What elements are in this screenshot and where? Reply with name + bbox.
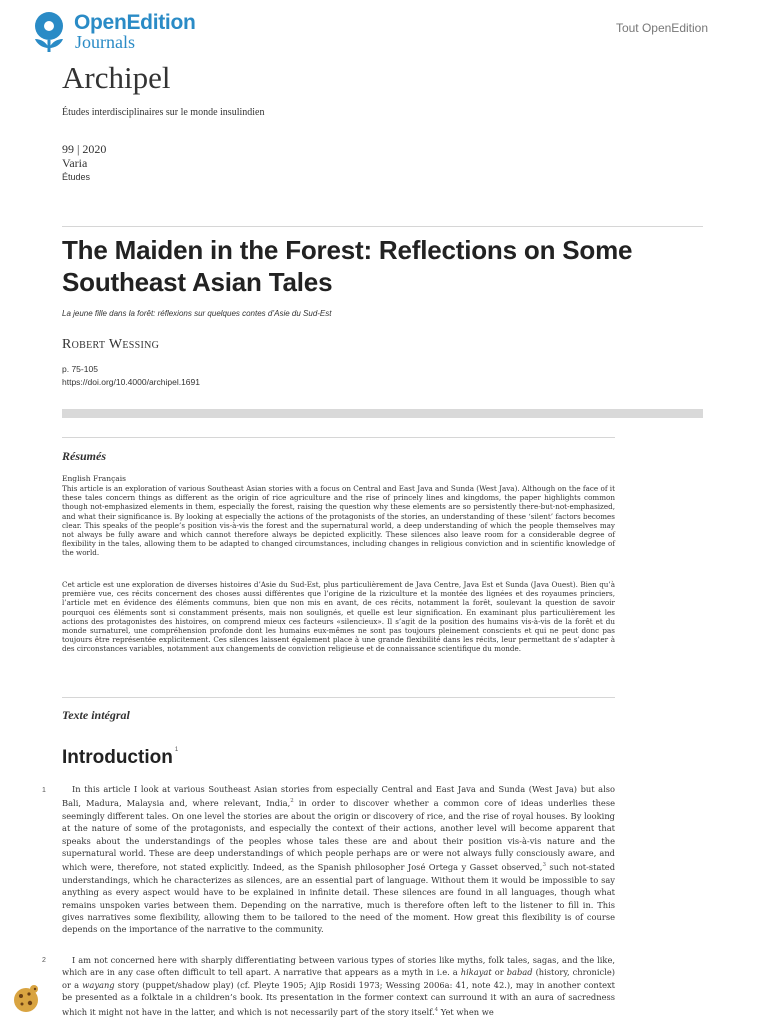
paragraph-text: or [491,967,507,978]
openedition-flower-icon [30,10,68,54]
paragraph-text: Yet when we [438,1006,494,1017]
footnote-ref[interactable]: 3 [542,862,546,869]
term-babad: babad [506,967,533,978]
abstract-french: Cet article est une exploration de diverses histoires d’Asie du Sud-Est, plus particulièrement de Java Centre, Java Est et Sunda (Java Ouest). Bien qu’à première vue, ces récits concernent des choses aussi différentes que l’origine de la riziculture et la montée des lignées et des royaumes princiers, l’article met en évidence des éléments communs, bien que non mis en avant, de ces récits, notamment la forêt, soulevant la question de savoir pourquoi ces éléments sont si constamment présents, mais non soulignés, et quelle est leur signification. En examinant plus particulièrement les actions des protagonistes des histoires, on comprend mieux ces facteurs «silencieux». Il s’agit de la position des humains vis-à-vis de la forêt et du monde surnaturel, une compréhension profonde dont les humains eux-mêmes ne sont pas toujours pleinement conscients et qui ne peut donc pas toujours être représentée explicitement. Ces silences laissent également place à une grande flexibilité dans les récits, leur permettant de s’adapter à des circonstances variables, notamment aux changements de conviction religieuse et de connaissance scientifique du monde. [62,580,615,654]
paragraph-text: In this article I look at various Southeast Asian stories from especially Central and East Java and Sunda (West Java) but also Bali, Madura, Malaysia and, where relevant, India, [62,784,615,809]
rubric-link[interactable]: Varia [62,156,88,170]
section-title: Introduction [62,747,173,768]
section-heading-introduction [62,747,178,769]
paragraph-text: story (puppet/shadow play) (cf. Pleyte 1905; Ajip Rosidi 1973; Wessing 2006a: 41, note 42.), may in another context be presented as a folktale in a children’s book. Its presentation in the former context can surround it with an aura of sacredness which it might not have in the latter, and which is not necessarily part of the story itself. [62,979,615,1017]
lang-english-link[interactable]: English [62,474,91,483]
toolbar-placeholder-bar [62,409,703,418]
resumes-heading: Résumés [62,449,107,463]
openedition-logo[interactable] [28,6,228,54]
term-hikayat: hikayat [460,967,492,978]
author-link[interactable]: Robert Wessing [62,337,160,352]
article-title: The Maiden in the Forest: Reflections on Some Southeast Asian Tales [62,235,633,297]
divider [62,437,615,438]
article-alt-title: La jeune fille dans la forêt: réflexions sur quelques contes d’Asie du Sud-Est [62,309,332,318]
logo-line1: OpenEdition [74,11,196,34]
subrubric: Études [62,172,91,182]
texte-integral-heading: Texte intégral [62,708,130,722]
paragraph-text: such not-stated understandings, which he characterizes as silences, are an essential part of language. Without them it would be impossible to say anything as every aspect would have to be explained in infinite detail. These silences are found in all languages, though what remains unspoken varies between them. Depending on the narrative, much is therefore often left to the listener to fill in. This gives narratives some flexibility, allowing them to be tailored to the need of the moment. How great this flexibility is of course depends on the importance of the narrative to the community. [62,862,615,935]
term-wayang: wayang [82,979,115,990]
footnote-ref[interactable]: 2 [290,798,294,805]
paragraph-number: 2 [42,957,46,964]
lang-french-link[interactable]: Français [92,474,126,483]
footnote-ref[interactable]: 1 [174,747,179,753]
divider [62,226,703,227]
divider [62,697,615,698]
language-switcher [62,474,126,483]
doi-link[interactable]: https://doi.org/10.4000/archipel.1691 [62,377,200,387]
abstract-english: This article is an exploration of various Southeast Asian stories with a focus on Central and East Java and Sunda (West Java). Although on the face of it these tales concern things as different as the origin of rice agriculture and the rise of princely lines and kingdoms, the paper highlights common though not-emphasized elements in them, especially the forest, raising the question why these elements are so persistently there-but-not-emphasized, and what their significance is. By looking at especially the actions of the protagonists of the stories, an understanding of these ‘silent’ factors becomes clear. This speaks of the people’s position vis-à-vis the forest and the supernatural world, a deep understanding of which the people themselves may not always be fully aware and which cannot therefore always be depicted explicitly. These silences also leave room for a considerable degree of flexibility in the tales, allowing them to be adapted to changed circumstances, including changes in religious conviction and in scientific knowledge of the world. [62,484,615,558]
paragraph-text: I am not concerned here with sharply differentiating between various types of stories like myths, folk tales, sagas, and the like, which are in any case often difficult to tell apart. A narrative that appears as a myth in i.e. a [62,955,615,978]
paragraph-text: in order to discover whether a common core of ideas underlies these seemingly different tales. On one level the stories are about the origin or discovery of rice, and the rise of royal houses. By looking at the nature of some of the protagonists, and especially the context of their actions, another level will become apparent that speaks about the understandings of the peoples whose tales these are and about their position vis-à-vis nature and the supernatural world. These are deep understandings of which people perhaps are or were not always fully consciously aware, and which were, therefore, not stated explicitly. Indeed, as the Spanish philosopher José Ortega y Gasset observed, [62,798,616,873]
footnote-ref[interactable]: 4 [434,1006,439,1013]
paragraph-text: (history, chronicle) or a [62,967,615,990]
journal-title[interactable]: Archipel [62,60,171,95]
cookie-icon[interactable] [10,983,42,1015]
page-range: p. 75-105 [62,364,98,374]
paragraph-1 [62,783,615,936]
paragraph-number: 1 [42,787,46,794]
tout-openedition-link[interactable]: Tout OpenEdition [615,21,708,35]
journal-subtitle: Études interdisciplinaires sur le monde insulindien [62,107,265,118]
paragraph-2 [62,954,615,1018]
logo-line2: Journals [75,32,135,52]
issue-number[interactable]: 99 | 2020 [62,142,107,156]
